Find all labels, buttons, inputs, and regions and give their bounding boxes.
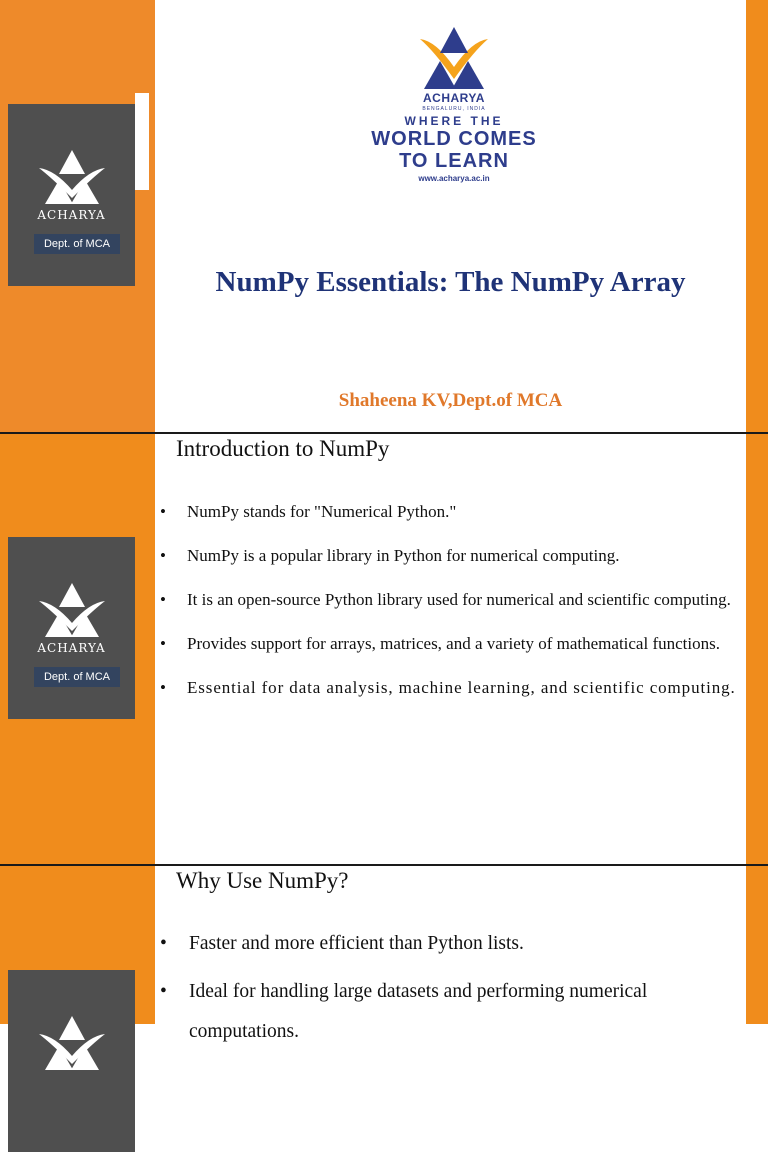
main-logo <box>356 27 552 183</box>
right-orange-band <box>746 0 768 432</box>
logo-tagline-line3: TO LEARN <box>399 150 509 172</box>
white-accent-bar <box>135 93 149 190</box>
acharya-emblem-icon <box>37 581 107 639</box>
list-item: • It is an open-source Python library used for numerical and scientific computing. <box>160 590 731 609</box>
bullet-list <box>160 924 746 1060</box>
logo-tagline-line2: WORLD COMES <box>371 128 537 150</box>
why-numpy-slide <box>0 866 768 1042</box>
right-orange-band <box>746 434 768 864</box>
slide-heading: Introduction to NumPy <box>176 436 390 461</box>
author-line: Shaheena KV,Dept.of MCA <box>338 390 563 411</box>
logo-place: BENGALURU, INDIA <box>422 106 486 112</box>
sidebar-logo-name: ACHARYA <box>37 208 106 222</box>
acharya-logo-icon <box>414 27 494 89</box>
acharya-emblem-icon <box>37 1014 107 1072</box>
list-item: • Ideal for handling large datasets and performing numerical computations. <box>160 981 648 1042</box>
acharya-emblem-icon <box>37 148 107 206</box>
list-item: • NumPy is a popular library in Python for numerical computing. <box>160 546 620 565</box>
dept-tag: Dept. of MCA <box>34 234 120 254</box>
deck-title: NumPy Essentials: The NumPy Array <box>215 266 686 298</box>
dept-tag: Dept. of MCA <box>34 667 120 687</box>
list-item: • Faster and more efficient than Python lists. <box>160 933 524 954</box>
list-item: • NumPy stands for "Numerical Python." <box>160 502 457 521</box>
sidebar-logo-panel <box>8 537 135 719</box>
sidebar-logo-panel <box>8 970 135 1152</box>
slide-heading: Why Use NumPy? <box>176 868 349 893</box>
logo-url: www.acharya.ac.in <box>418 174 490 183</box>
intro-slide <box>0 434 768 864</box>
sidebar-logo-panel <box>8 104 135 286</box>
logo-name: ACHARYA <box>423 91 485 105</box>
sidebar-logo-name: ACHARYA <box>37 641 106 655</box>
title-slide <box>0 0 768 432</box>
list-item: • Provides support for arrays, matrices, and a variety of mathematical functions. <box>160 634 720 653</box>
right-orange-band <box>746 866 768 1024</box>
bullet-list <box>160 494 746 714</box>
list-item: • Essential for data analysis, machine learning, and scientific computing. <box>160 678 736 697</box>
logo-tagline-line1: WHERE THE <box>404 114 504 128</box>
